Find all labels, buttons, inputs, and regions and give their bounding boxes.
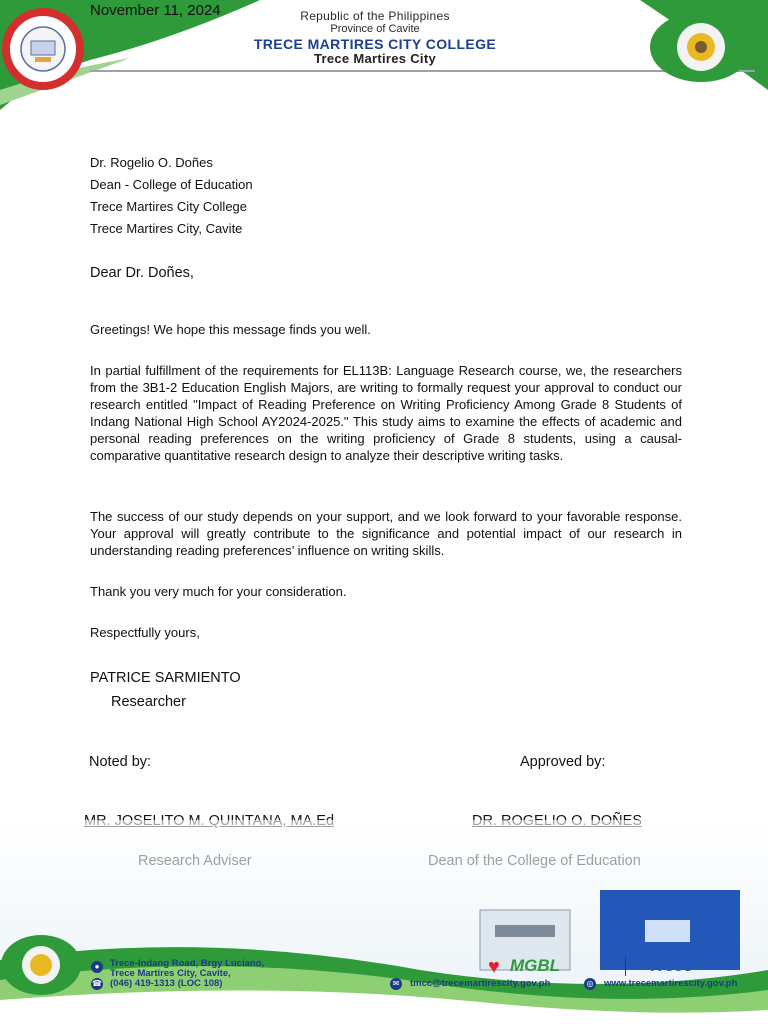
noted-by-label: Noted by: [89,754,152,770]
recipient-address: Trece Martires City, Cavite [90,221,243,236]
footer-college-seal [0,934,82,996]
header-college-name: TRECE MARTIRES CITY COLLEGE [253,36,497,52]
researcher-name: PATRICE SARMIENTO [90,670,241,686]
salutation: Dear Dr. Doñes, [90,265,194,281]
header-province: Province of Cavite [330,23,420,35]
thanks-paragraph: Thank you very much for your consideration. [90,584,347,599]
closing-line: Respectfully yours, [90,625,200,640]
request-paragraph: In partial fulfillment of the requirements for EL113B: Language Research course, we, the researchers from the 3B1-2 Education English Majors, are writing to formally request your approval to conduct our research entitled "Impact of Reading Preference on Writing Proficiency Among Grade 8 Students of Indang National High School AY2024-2025." This study aims to examine the effects of academic and personal reading preferences on the writing proficiency of Grade 8 students, using a causal-comparative quantitative research design to analyze their descriptive writing tasks. [90,363,682,463]
globe-icon: ◎ [584,978,596,990]
approved-by-label: Approved by: [520,754,606,770]
recipient-institution: Trece Martires City College [90,199,248,214]
header-republic: Republic of the Philippines [300,9,450,23]
college-seal-icon [0,934,82,996]
city-seal-icon [5,11,81,87]
footer-decoration [0,820,768,1024]
footer-brand-trece: Trece [648,956,694,975]
recipient-name: Dr. Rogelio O. Doñes [90,155,213,170]
location-pin-icon: ● [91,961,103,973]
letterhead [0,0,768,110]
footer-brand-mgbl: MGBL [510,956,561,975]
greeting-paragraph: Greetings! We hope this message finds you well. [90,322,371,337]
heart-icon: ♥ [488,956,500,978]
letter-footer [0,820,768,1024]
letter-date: November 11, 2024 [90,2,221,19]
college-seal-logo [650,12,752,82]
brand-divider [625,956,626,976]
support-paragraph: The success of our study depends on your support, and we look forward to your favorable response. Your approval will greatly contribute to the significance and potential impact of our research in understanding reading preferences’ influence on writing skills. [90,509,682,558]
footer-address-line1: Trece-Indang Road, Brgy Luciano, [110,958,265,969]
phone-icon: ☎ [92,979,102,988]
researcher-role: Researcher [111,694,186,710]
footer-website[interactable]: www.trecemartirescity.gov.ph [604,978,738,989]
footer-phone: (046) 419-1313 (LOC 108) [110,978,223,989]
header-city: Trece Martires City [313,51,437,66]
college-seal-icon [650,12,752,82]
recipient-position: Dean - College of Education [90,177,253,192]
city-seal-logo [2,8,84,90]
footer-address-line2: Trece Martires City, Cavite, [110,968,231,979]
footer-email[interactable]: tmcc@trecemartirescity.gov.ph [410,978,551,989]
email-icon: ✉ [390,978,402,990]
